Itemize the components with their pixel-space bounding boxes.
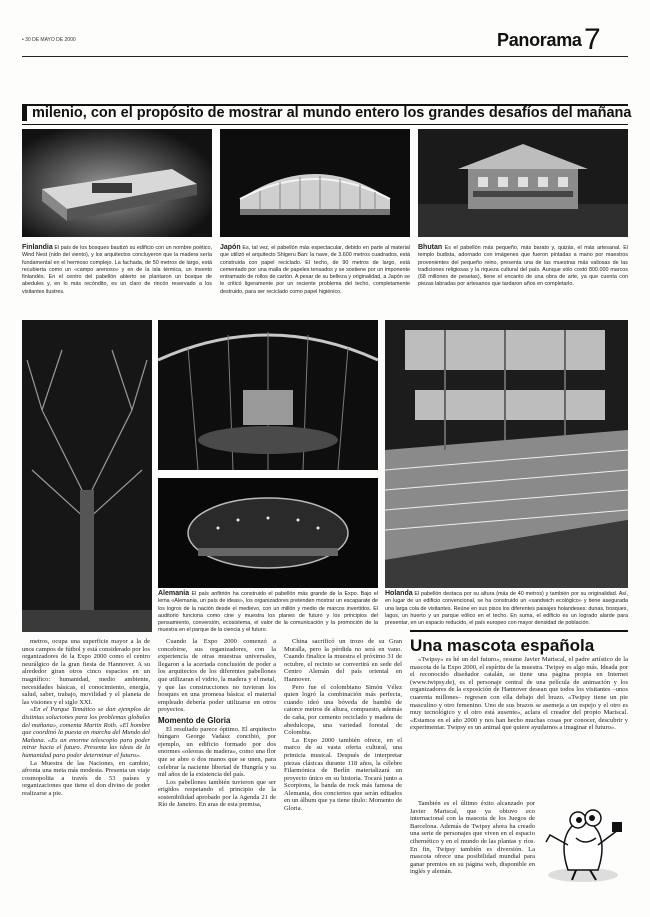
caption-finlandia-name: Finlandia: [22, 244, 53, 251]
caption-bhutan-text: Es el pabellón más pequeño, más barato y, quizás, el más artesanal. El templo budista, adornado con imágenes que fueron pintadas a mano por maestros provenientes del pequeño reino, presenta una de las muestras más valiosas de las tradiciones religiosas y la riqueza cultural del país. Aunque sólo costó 800.000 marcos (68 millones de pesetas), tiene el encanto de una obra de arte, ya que cuenta con piezas labradas por artesanos que tardaron años en completarlo.: [418, 245, 628, 288]
paragraph: «En el Parque Temático se dan ejemplos de distintas soluciones para los problemas globales del mañana», comenta Martin Roth. «El hombre que coordinó la puesta en marcha del Mundo del Mañana. «Es un enorme telescopio para poder mirar hacia el futuro. Presenta las ideas de la humanidad para poder determinar el futuro».: [22, 706, 150, 759]
caption-holanda-text: El pabellón destaca por su altura (más de 40 metros) y también por su originalidad. Así, en lugar de un edificio convencional, se ha construido un «sandwich ecológico» y tiene asegurada una larga cola de visitantes. Reúne en sus pisos los diferentes paisajes holandeses: dunas, bosques, lagos, un huerto y un parque eólico en el techo. En suma, el edificio es un logrado alarde para presentar, en un espacio reducido, el país europeo con mayor densidad de población.: [385, 591, 628, 627]
paragraph: Cuando la Expo 2000 comenzó a concebirse, sus organizadores, con la experiencia de otras muestras universales, llegaron a la acertada conclusión de poder a los arquitectos de los diferentes pabellones que utilizaran el vidrio, la madera y el metal, y que las construcciones no tuvieran los bosques en una promesa básica: el material empleado debería poder utilizarse en otros proyectos.: [158, 638, 276, 714]
banner-headline: [32, 104, 631, 123]
caption-finlandia: [22, 244, 212, 296]
mascot-article-continued: [410, 800, 535, 876]
header-rule: [22, 56, 628, 57]
photo-alemania-hall: [158, 320, 378, 470]
mascot-headline: Una mascota española: [410, 630, 628, 656]
photo-holanda: [385, 320, 628, 588]
mascot-article: [410, 656, 628, 732]
caption-alemania-text: El país anfitrión ha construido el pabellón más grande de la Expo. Bajo el lema «Alemania, un país de ideas», los organizadores pretenden mostrar un escaparate de los logros de la nación desde el medievo, con un millón y medio de marcos invertidos. El auditorio funciona como cine y muestra los planes de futuro y los principios del pensamiento, conversión, ecosistema, el valor de la comunicación y la promoción de la muestra en el parque de la ciencia y el futuro.: [158, 591, 378, 634]
photo-finlandia: [22, 129, 212, 237]
paragraph: También es el último éxito alcanzado por Javier Mariscal, que ya obtuvo eco internacional con la mascota de los Juegos de Barcelona. Además de Twipsy ahora ha creado una serie de personajes que viven en el espacio cibernético y en el mundo de las plantas y ríos. En fin, Twipsy también es diversión. La mascota ofrece una posibilidad mundial para ganar premios en su página web, disponible en inglés y alemán.: [410, 800, 535, 876]
banner-lead: milenio,: [32, 105, 87, 121]
caption-bhutan-name: Bhutan: [418, 244, 443, 251]
photo-japon: [220, 129, 410, 237]
caption-holanda: [385, 590, 628, 627]
section-title: Panorama: [497, 30, 582, 50]
banner-rest: con el propósito de mostrar al mundo entero los grandes desafíos del mañana: [86, 105, 632, 121]
mascot-illustration: [538, 790, 628, 885]
caption-alemania-name: Alemania: [158, 590, 190, 597]
article-column-1: [22, 638, 150, 797]
paragraph: China sacrificó un trozo de su Gran Muralla, pero la pérdida no será en vano. Cuando finalice la muestra el próximo 31 de octubre, el recinto se convertirá en sede del Centro Alemán del país oriental en Hannover.: [284, 638, 402, 683]
caption-alemania: [158, 590, 378, 635]
caption-japon: [220, 244, 410, 296]
photo-tree-structure: [22, 320, 152, 632]
caption-japon-name: Japón: [220, 244, 241, 251]
paragraph: metros, ocupa una superficie mayor a la de unos campos de fútbol y está considerado por los organizadores de la Expo 2000 como el centro neurálgico de la gran fiesta de Hannover. A su alrededor giran otros cinco espacios en un magnífico: humanidad, medio ambiente, necesidades básicas, el conocimiento, energía, salud, saber, trabajo, movilidad y el planeta de las visiones y el siglo XXI.: [22, 638, 150, 706]
caption-finlandia-text: El país de los bosques bautizó su edificio con un nombre poético, Wind Nest (nido del viento), y los arquitectos concluyeron que la madera sería fundamental en el hermoso complejo. La fachada, de 50 metros de largo, está recubierta como un «campo arenoso» y en de la isla térmica, un invento finlandés. En el centro del pabellón abierto se plantaron un bosque de abedules y, en lo más recóndito, es un claro de rincón reservado a los visitantes ilustres.: [22, 245, 212, 295]
paragraph: La Expo 2000 también ofrece, en el marco de su vasta oferta cultural, una primicia musical. Después de interpretar piezas clásicas durante 118 años, la célebre Filarmónica de Berlín materializará un proyecto único en su historia. Tocará junto a Scorpions, la banda de rock más famosa de Alemania, dos conciertos que serán editados en un álbum que ya tiene título: Momento de Gloria.: [284, 736, 402, 813]
photo-alemania-interior: [158, 478, 378, 588]
caption-holanda-name: Holanda: [385, 590, 413, 597]
paragraph: La Muestra de las Naciones, en cambio, afronta una meta más modesta. Presenta un viaje cosmopolita a través de 53 países y organizaciones que tiene el don divino de poder realizarse a pie.: [22, 759, 150, 797]
banner-bar: [22, 106, 27, 121]
paragraph: Los pabellones también tuvieron que ser erigidos respetando el principio de la sostenibilidad aprobado por la Agenda 21 de Río de Janeiro. En aras de esta premisa,: [158, 778, 276, 809]
paragraph: El resultado parece óptimo. El arquitecto húngaro George Vadász concibió, por ejemplo, un edificio formado por dos enormes «oleoras de madera», como una flor que se abre o dos manos que se unen, para celebrar la naciente libertad de Hungría y su mil años de la existencia del país.: [158, 725, 276, 779]
caption-japon-text: Es, tal vez, el pabellón más espectacular, debido en parte al material que utilizó el arquitecto Shigeru Ban: la nave, de 3.600 metros cuadrados, está construida con papel reciclado. El techo, de 90 metros de largo, está cementado por una malla de papeles tensados y se sostiene por un imponente entramado de rollos de cartón. A pesar de su belleza y originalidad, a Japón se le criticó ligeramente por un reciente problema del techo, completamente destruido, para ser reciclado como papel higiénico.: [220, 245, 410, 295]
article-column-2: [158, 638, 276, 809]
page-number: 7: [584, 23, 601, 56]
article-column-3: [284, 638, 402, 813]
paragraph: Pero fue el colombiano Simón Vélez quien logró la combinación más perfecta, cuando ideó una bóveda de bambú de catorce metros de altura, compuesto, además de caña, por cemento reciclado y madera de abedulcopa, una variedad forestal de Colombia.: [284, 683, 402, 737]
issue-date: • 30 DE MAYO DE 2000: [22, 37, 76, 43]
photo-bhutan: [418, 129, 628, 237]
caption-bhutan: [418, 244, 628, 289]
subheading: Momento de Gloria: [158, 715, 231, 725]
paragraph: «Twipsy» es hé un del futuro», resume Javier Mariscal, el padre artístico de la mascota de la Expo 2000, el espíritu de la muestra. Twipsy es algo más. Ideada por el reconocido diseñador catalán, se tiene una página propia en Internet (www.twipsy.de), es el personaje central de una película de animación y los organizadores de la exposición de Hannover desean que todos los visitantes –unos cuarenta millones– regresen con ella debajo del brazo. «Twipsy tiene un pie masculino y otro femenino. Uno de sus brazos se asemeja a un espejo y el otro es muy tecnológico y el otro está ausente», aclara el creador del propio Mariscal. «Estamos en el año 2000 y nos han hecho muchas cosas por conocer, descubrir y experimentar. Twipsy es un animal que quiere ayudarnos a imaginar el futuro».: [410, 656, 628, 732]
